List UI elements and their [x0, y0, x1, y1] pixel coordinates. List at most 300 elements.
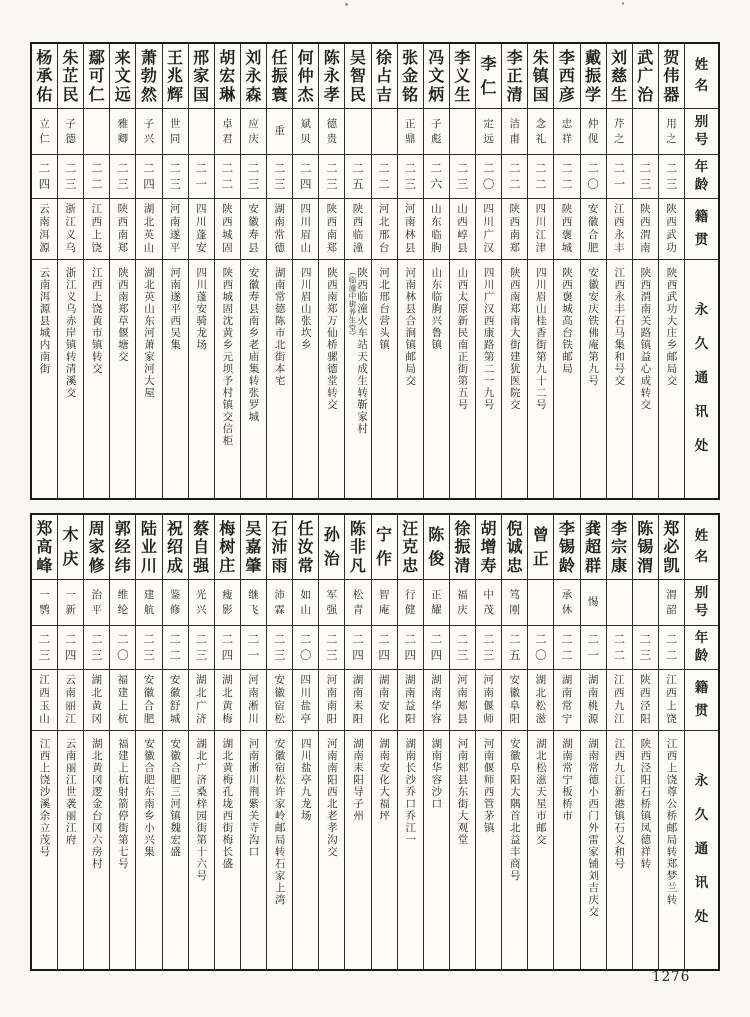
person-column — [372, 44, 398, 498]
person-origin-char: 湖 — [431, 674, 442, 687]
person-name — [528, 515, 553, 579]
person-alias — [293, 108, 318, 154]
person-origin-char: 临 — [431, 229, 442, 242]
person-age — [136, 625, 161, 669]
header-age — [685, 625, 718, 669]
person-age-char: 三 — [482, 647, 495, 662]
person-alias-char: 同 — [169, 132, 181, 145]
person-age — [659, 154, 684, 198]
person-name-char: 仁 — [88, 84, 105, 104]
person-origin-char: 上 — [117, 700, 129, 713]
person-origin-char: 四 — [535, 203, 547, 216]
person-address: 陕西渭南关路镇益心成转交 — [639, 267, 652, 411]
person-origin — [398, 669, 423, 730]
person-origin-char: 西 — [222, 216, 233, 229]
person-alias-char: 瘦 — [222, 589, 233, 601]
person-origin-char: 台 — [378, 242, 390, 255]
person-age-char: 二 — [482, 161, 495, 175]
person-column — [136, 44, 162, 498]
person-origin — [424, 669, 449, 730]
person-age-char: 五 — [352, 176, 364, 191]
person-address-cell — [659, 730, 684, 969]
person-origin-char: 江 — [613, 713, 625, 726]
scan-speck — [622, 2, 624, 5]
person-address: 陕西城固沈黄乡元坝予村镇交信柜 — [221, 267, 234, 447]
person-alias-char: 鼎 — [404, 132, 416, 145]
person-column — [84, 44, 110, 498]
person-origin-char: 饶 — [91, 242, 102, 255]
person-origin-char: 东 — [431, 216, 442, 229]
person-alias-char: 一 — [65, 589, 76, 601]
person-age — [424, 625, 449, 669]
person-age-char: 二 — [299, 161, 312, 175]
header-name-char: 姓 — [694, 57, 709, 73]
person-age-char: 二 — [613, 647, 625, 662]
person-name-char: 陆 — [140, 518, 157, 538]
person-age — [58, 625, 83, 669]
person-origin — [633, 669, 658, 730]
person-origin-char: 南 — [274, 216, 285, 229]
person-alias-char: 之 — [666, 132, 677, 145]
person-address-cell — [293, 259, 318, 498]
person-origin-char: 陕 — [640, 674, 651, 687]
person-name-char: 群 — [585, 555, 602, 575]
person-origin-char: 邢 — [378, 229, 390, 242]
person-alias — [58, 579, 83, 625]
person-name-char: 冯 — [428, 47, 445, 67]
person-origin — [241, 198, 266, 259]
person-origin-char: 江 — [65, 713, 76, 726]
person-age — [372, 154, 397, 198]
person-origin-char: 湖 — [404, 674, 416, 687]
person-alias — [607, 108, 632, 154]
person-column — [528, 44, 554, 498]
person-age-char: 三 — [404, 176, 416, 191]
person-alias — [189, 579, 214, 625]
person-origin-char: 湖 — [378, 674, 390, 687]
person-age — [319, 625, 344, 669]
person-origin — [136, 198, 161, 259]
person-name — [163, 515, 188, 579]
person-name-char: 永 — [245, 66, 262, 85]
person-name-char: 强 — [193, 555, 210, 575]
person-origin-char: 城 — [561, 242, 573, 255]
person-address: 湖北英山东河萧家河大屋 — [142, 267, 155, 399]
person-alias-char: 子 — [431, 118, 442, 130]
person-name-char: 杰 — [297, 84, 314, 104]
person-age-char: 二 — [665, 161, 678, 175]
person-origin-char: 武 — [666, 229, 677, 242]
person-origin-char: 四 — [300, 203, 311, 216]
person-name-char: 郑 — [36, 518, 53, 538]
person-origin-char: 冈 — [91, 713, 102, 726]
person-name — [528, 44, 553, 108]
person-address-cell — [32, 259, 57, 498]
person-age-char: 二 — [587, 632, 599, 646]
person-alias-char: 纶 — [117, 603, 129, 616]
person-address: 湖南耒阳导子州 — [351, 738, 364, 822]
person-origin-char: 安 — [195, 242, 207, 255]
person-name-char: 张 — [402, 47, 419, 67]
person-name-char: 必 — [663, 537, 680, 556]
person-origin-char: 丽 — [65, 700, 76, 713]
person-name-char: 俊 — [428, 549, 445, 569]
person-alias-char: 沛 — [274, 589, 285, 601]
person-column — [607, 515, 633, 969]
person-name — [267, 515, 292, 579]
person-origin-char: 陕 — [640, 203, 651, 216]
person-name-char: 庄 — [219, 555, 236, 575]
person-origin-char: 江 — [613, 203, 625, 216]
person-origin-char: 郑 — [117, 242, 129, 255]
person-origin-char: 益 — [404, 700, 416, 713]
person-age — [215, 625, 240, 669]
person-name-char: 孙 — [323, 524, 340, 544]
person-origin-char: 合 — [587, 229, 599, 242]
person-alias-char: 贝 — [300, 132, 311, 145]
person-name-char: 胡 — [480, 518, 497, 538]
person-name-char: 蔡 — [193, 518, 210, 538]
person-origin-char: 西 — [613, 687, 625, 700]
person-name — [607, 515, 632, 579]
person-age-char: 二 — [221, 161, 234, 175]
person-age — [424, 154, 449, 198]
person-name-char: 慈 — [611, 66, 628, 85]
person-origin — [293, 669, 318, 730]
person-column — [659, 515, 685, 969]
person-column — [293, 515, 319, 969]
person-age-char: 四 — [378, 647, 390, 662]
person-name — [110, 44, 135, 108]
person-age-char: 一 — [195, 176, 207, 191]
person-name-char: 振 — [454, 537, 471, 556]
person-age-char: 四 — [299, 176, 312, 191]
person-name-char: 木 — [62, 524, 79, 544]
person-name-char: 业 — [140, 537, 157, 556]
header-origin-char: 籍 — [694, 680, 709, 696]
person-alias — [163, 579, 188, 625]
person-origin-char: 县 — [404, 242, 416, 255]
person-alias — [659, 579, 684, 625]
person-address-cell — [581, 259, 606, 498]
person-address-cell — [136, 730, 161, 969]
person-alias — [398, 579, 423, 625]
person-alias-char: 德 — [65, 132, 76, 145]
person-name-char: 正 — [506, 66, 523, 85]
person-address-cell — [267, 259, 292, 498]
person-origin-char: 玉 — [39, 700, 50, 713]
person-age — [32, 154, 57, 198]
person-origin-char: 南 — [39, 216, 50, 229]
person-name-char: 自 — [193, 537, 210, 556]
person-origin-char: 西 — [352, 216, 364, 229]
person-address: 湖北黄冈逻金台冈六房村 — [90, 738, 103, 870]
person-age-char: 二 — [273, 161, 286, 175]
person-alias-char: 卿 — [117, 132, 129, 145]
person-origin-char: 徽 — [143, 687, 155, 700]
person-age-char: 二 — [404, 632, 416, 646]
person-address: 湖南长沙乔口乔江一 — [404, 738, 417, 846]
person-alias — [476, 108, 501, 154]
person-origin-char: 西 — [666, 687, 677, 700]
person-alias-char: 刚 — [509, 603, 520, 616]
person-name — [319, 515, 344, 579]
person-name-char: 广 — [637, 66, 654, 85]
person-address: 陕西南郑万仙桥骡德堂转交 — [325, 267, 338, 411]
person-age-char: 二 — [326, 632, 338, 646]
person-origin — [633, 198, 658, 259]
person-origin-char: 郑 — [509, 242, 520, 255]
person-address: 安徽合肥三河镇魏宏盛 — [169, 738, 182, 858]
person-name-char: 永 — [323, 66, 340, 85]
person-age — [241, 154, 266, 198]
person-origin-char: 南 — [352, 687, 364, 700]
person-age — [110, 154, 135, 198]
person-name-char: 智 — [349, 66, 366, 85]
person-age-char: 二 — [378, 176, 390, 191]
header-address-char: 通 — [694, 841, 709, 858]
person-origin-char: 郑 — [326, 242, 338, 255]
person-name-char: 佑 — [36, 84, 53, 104]
person-origin — [476, 198, 501, 259]
person-age-char: 三 — [456, 647, 469, 662]
person-name-char: 经 — [114, 537, 131, 556]
person-age-char: 三 — [247, 176, 260, 191]
person-origin-char: 黄 — [222, 700, 233, 713]
person-alias — [372, 108, 397, 154]
person-origin-char: 平 — [169, 242, 181, 255]
person-origin — [136, 669, 161, 730]
person-address: 江西上饶黄市镇转交 — [90, 267, 103, 375]
person-age — [581, 625, 606, 669]
person-origin — [189, 198, 214, 259]
person-name-char: 刘 — [611, 47, 628, 67]
person-address-cell — [502, 730, 527, 969]
header-address — [685, 259, 718, 498]
scan-speck — [345, 3, 348, 6]
person-alias — [136, 108, 161, 154]
person-alias-char: 治 — [91, 589, 102, 601]
person-name — [84, 515, 109, 579]
person-origin-char: 广 — [483, 229, 494, 242]
person-name-char: 森 — [245, 84, 262, 104]
person-age-char: 四 — [64, 647, 77, 662]
person-origin-char: 阳 — [640, 713, 651, 726]
person-address-cell — [476, 730, 501, 969]
person-name-char: 邢 — [193, 47, 210, 67]
person-origin-char: 南 — [404, 216, 416, 229]
person-name — [189, 515, 214, 579]
person-origin-char: 南 — [457, 687, 468, 700]
person-origin-char: 上 — [666, 700, 677, 713]
person-name-char: 家 — [193, 66, 210, 85]
person-name-char: 修 — [88, 555, 105, 575]
person-address: 四川眉山桂香街第九十二号 — [534, 267, 547, 411]
person-alias-char: 惕 — [587, 596, 599, 609]
person-address: 河南偃师西管茅镇 — [482, 738, 495, 834]
person-alias-char: 兴 — [143, 132, 155, 145]
person-name — [659, 44, 684, 108]
person-origin-char: 崞 — [457, 229, 468, 242]
person-age-char: 三 — [195, 647, 207, 662]
person-name-char: 金 — [402, 66, 419, 85]
person-alias-char: 斌 — [300, 118, 311, 130]
person-address-cell — [241, 730, 266, 969]
person-origin-char: 河 — [457, 674, 468, 687]
person-name-char: 汝 — [297, 537, 314, 556]
person-column — [581, 515, 607, 969]
person-origin-char: 云 — [65, 674, 76, 687]
person-origin-char: 河 — [326, 674, 338, 687]
person-address-cell — [607, 259, 632, 498]
person-alias — [189, 108, 214, 154]
person-origin-char: 南 — [404, 687, 416, 700]
person-name — [345, 515, 370, 579]
person-address: 江西上饶尊公桥邮局转郑梦兰转 — [665, 738, 678, 906]
person-origin-char: 江 — [666, 674, 677, 687]
person-name-char: 郑 — [663, 518, 680, 538]
person-name-char: 民 — [349, 84, 366, 104]
person-name-char: 来 — [114, 47, 131, 67]
person-age-char: 二 — [143, 161, 155, 175]
person-alias-char: 立 — [39, 118, 50, 130]
person-column — [241, 44, 267, 498]
person-alias-char: 修 — [169, 603, 181, 616]
person-age-char: 二 — [117, 161, 129, 175]
person-name — [267, 44, 292, 108]
person-address: 陕西泾阳石桥镇凤德祥转 — [639, 738, 652, 870]
person-alias-char: 伣 — [587, 132, 599, 145]
person-origin-char: 南 — [326, 687, 338, 700]
person-origin-char: 功 — [666, 242, 677, 255]
person-origin-char: 松 — [274, 713, 285, 726]
person-age-char: 二 — [639, 632, 652, 646]
person-age — [267, 625, 292, 669]
person-age — [398, 625, 423, 669]
person-name-char: 文 — [114, 66, 131, 85]
person-alias — [554, 579, 579, 625]
person-address: 江西永丰石马集和号交 — [613, 267, 626, 387]
person-alias-char: 山 — [300, 603, 311, 616]
person-name-char: 家 — [88, 537, 105, 556]
person-name — [450, 44, 475, 108]
person-column — [110, 44, 136, 498]
person-origin-char: 南 — [483, 687, 494, 700]
person-alias-char: 智 — [378, 589, 390, 601]
person-age-char: 四 — [143, 176, 155, 191]
person-age — [84, 154, 109, 198]
person-name-char: 铭 — [402, 84, 419, 104]
person-column — [293, 44, 319, 498]
person-origin-char: 河 — [169, 203, 181, 216]
person-alias-char: 仲 — [587, 118, 599, 130]
person-origin — [450, 198, 475, 259]
person-address-cell — [450, 259, 475, 498]
person-alias-char: 茂 — [483, 603, 494, 616]
person-name-char: 李 — [558, 47, 575, 67]
person-name-char: 凡 — [349, 555, 366, 575]
header-alias-char: 别 — [694, 114, 709, 130]
person-alias — [528, 579, 553, 625]
person-age-char: 一 — [613, 176, 625, 191]
person-origin-char: 德 — [274, 242, 285, 255]
person-name-char: 吴 — [349, 47, 366, 67]
person-column — [424, 44, 450, 498]
person-address-cell — [424, 730, 449, 969]
person-alias-char: 松 — [352, 589, 364, 601]
person-origin — [32, 198, 57, 259]
person-name-char: 正 — [532, 549, 549, 569]
person-origin-char: 西 — [457, 216, 468, 229]
person-alias — [58, 108, 83, 154]
person-column — [241, 515, 267, 969]
person-name — [581, 44, 606, 108]
header-address-char: 久 — [694, 807, 709, 824]
person-address: 安徽宿松许家岭邮局转石家上湾 — [273, 738, 286, 906]
person-name — [241, 44, 266, 108]
person-origin-char: 西 — [509, 216, 520, 229]
person-age-char: 二 — [508, 176, 521, 191]
person-age-char: 二 — [378, 161, 390, 175]
person-origin-char: 宿 — [274, 700, 285, 713]
person-address-cell — [215, 730, 240, 969]
person-origin-char: 河 — [248, 674, 259, 687]
person-alias-char: 应 — [248, 118, 259, 130]
person-alias — [241, 579, 266, 625]
person-name-char: 杨 — [36, 47, 53, 67]
person-name-char: 李 — [611, 518, 628, 538]
person-age-char: 三 — [38, 647, 51, 662]
person-address-cell — [424, 259, 449, 498]
person-address: 河南淅川荆紫关寺沟口 — [247, 738, 260, 858]
person-address: 云南洱源县城内南街 — [38, 267, 51, 375]
person-origin-char: 江 — [91, 203, 102, 216]
person-origin-char: 山 — [39, 713, 50, 726]
person-alias — [84, 579, 109, 625]
person-name-char: 承 — [36, 66, 53, 85]
person-alias — [659, 108, 684, 154]
person-name-char: 胡 — [219, 47, 236, 67]
person-alias — [110, 579, 135, 625]
person-column — [84, 515, 110, 969]
person-name — [659, 515, 684, 579]
person-name-char: 清 — [454, 555, 471, 575]
person-address-cell — [215, 259, 240, 498]
person-origin-char: 陕 — [509, 203, 520, 216]
person-age — [267, 154, 292, 198]
person-origin-char: 乌 — [65, 242, 76, 255]
person-age — [659, 625, 684, 669]
person-age-char: 〇 — [482, 176, 495, 191]
person-address: 陕西临潼火车站天成生转靳家村 — [356, 267, 369, 435]
person-origin — [659, 669, 684, 730]
person-name-char: 锡 — [637, 537, 654, 556]
person-origin — [110, 198, 135, 259]
person-name — [319, 44, 344, 108]
person-address: 四川广汉西康路第二一九号 — [482, 267, 495, 411]
person-origin-char: 城 — [169, 713, 181, 726]
person-name — [398, 515, 423, 579]
person-origin — [581, 198, 606, 259]
person-alias-char: 维 — [117, 589, 129, 601]
person-alias-char: 念 — [535, 118, 547, 130]
person-alias — [319, 108, 344, 154]
person-age-char: 四 — [352, 647, 364, 662]
person-age-char: 五 — [508, 647, 521, 662]
person-origin-char: 潼 — [352, 242, 364, 255]
person-address: 湖南常德陈市北街本宅 — [273, 267, 286, 387]
person-alias-char: 渭 — [666, 589, 677, 601]
